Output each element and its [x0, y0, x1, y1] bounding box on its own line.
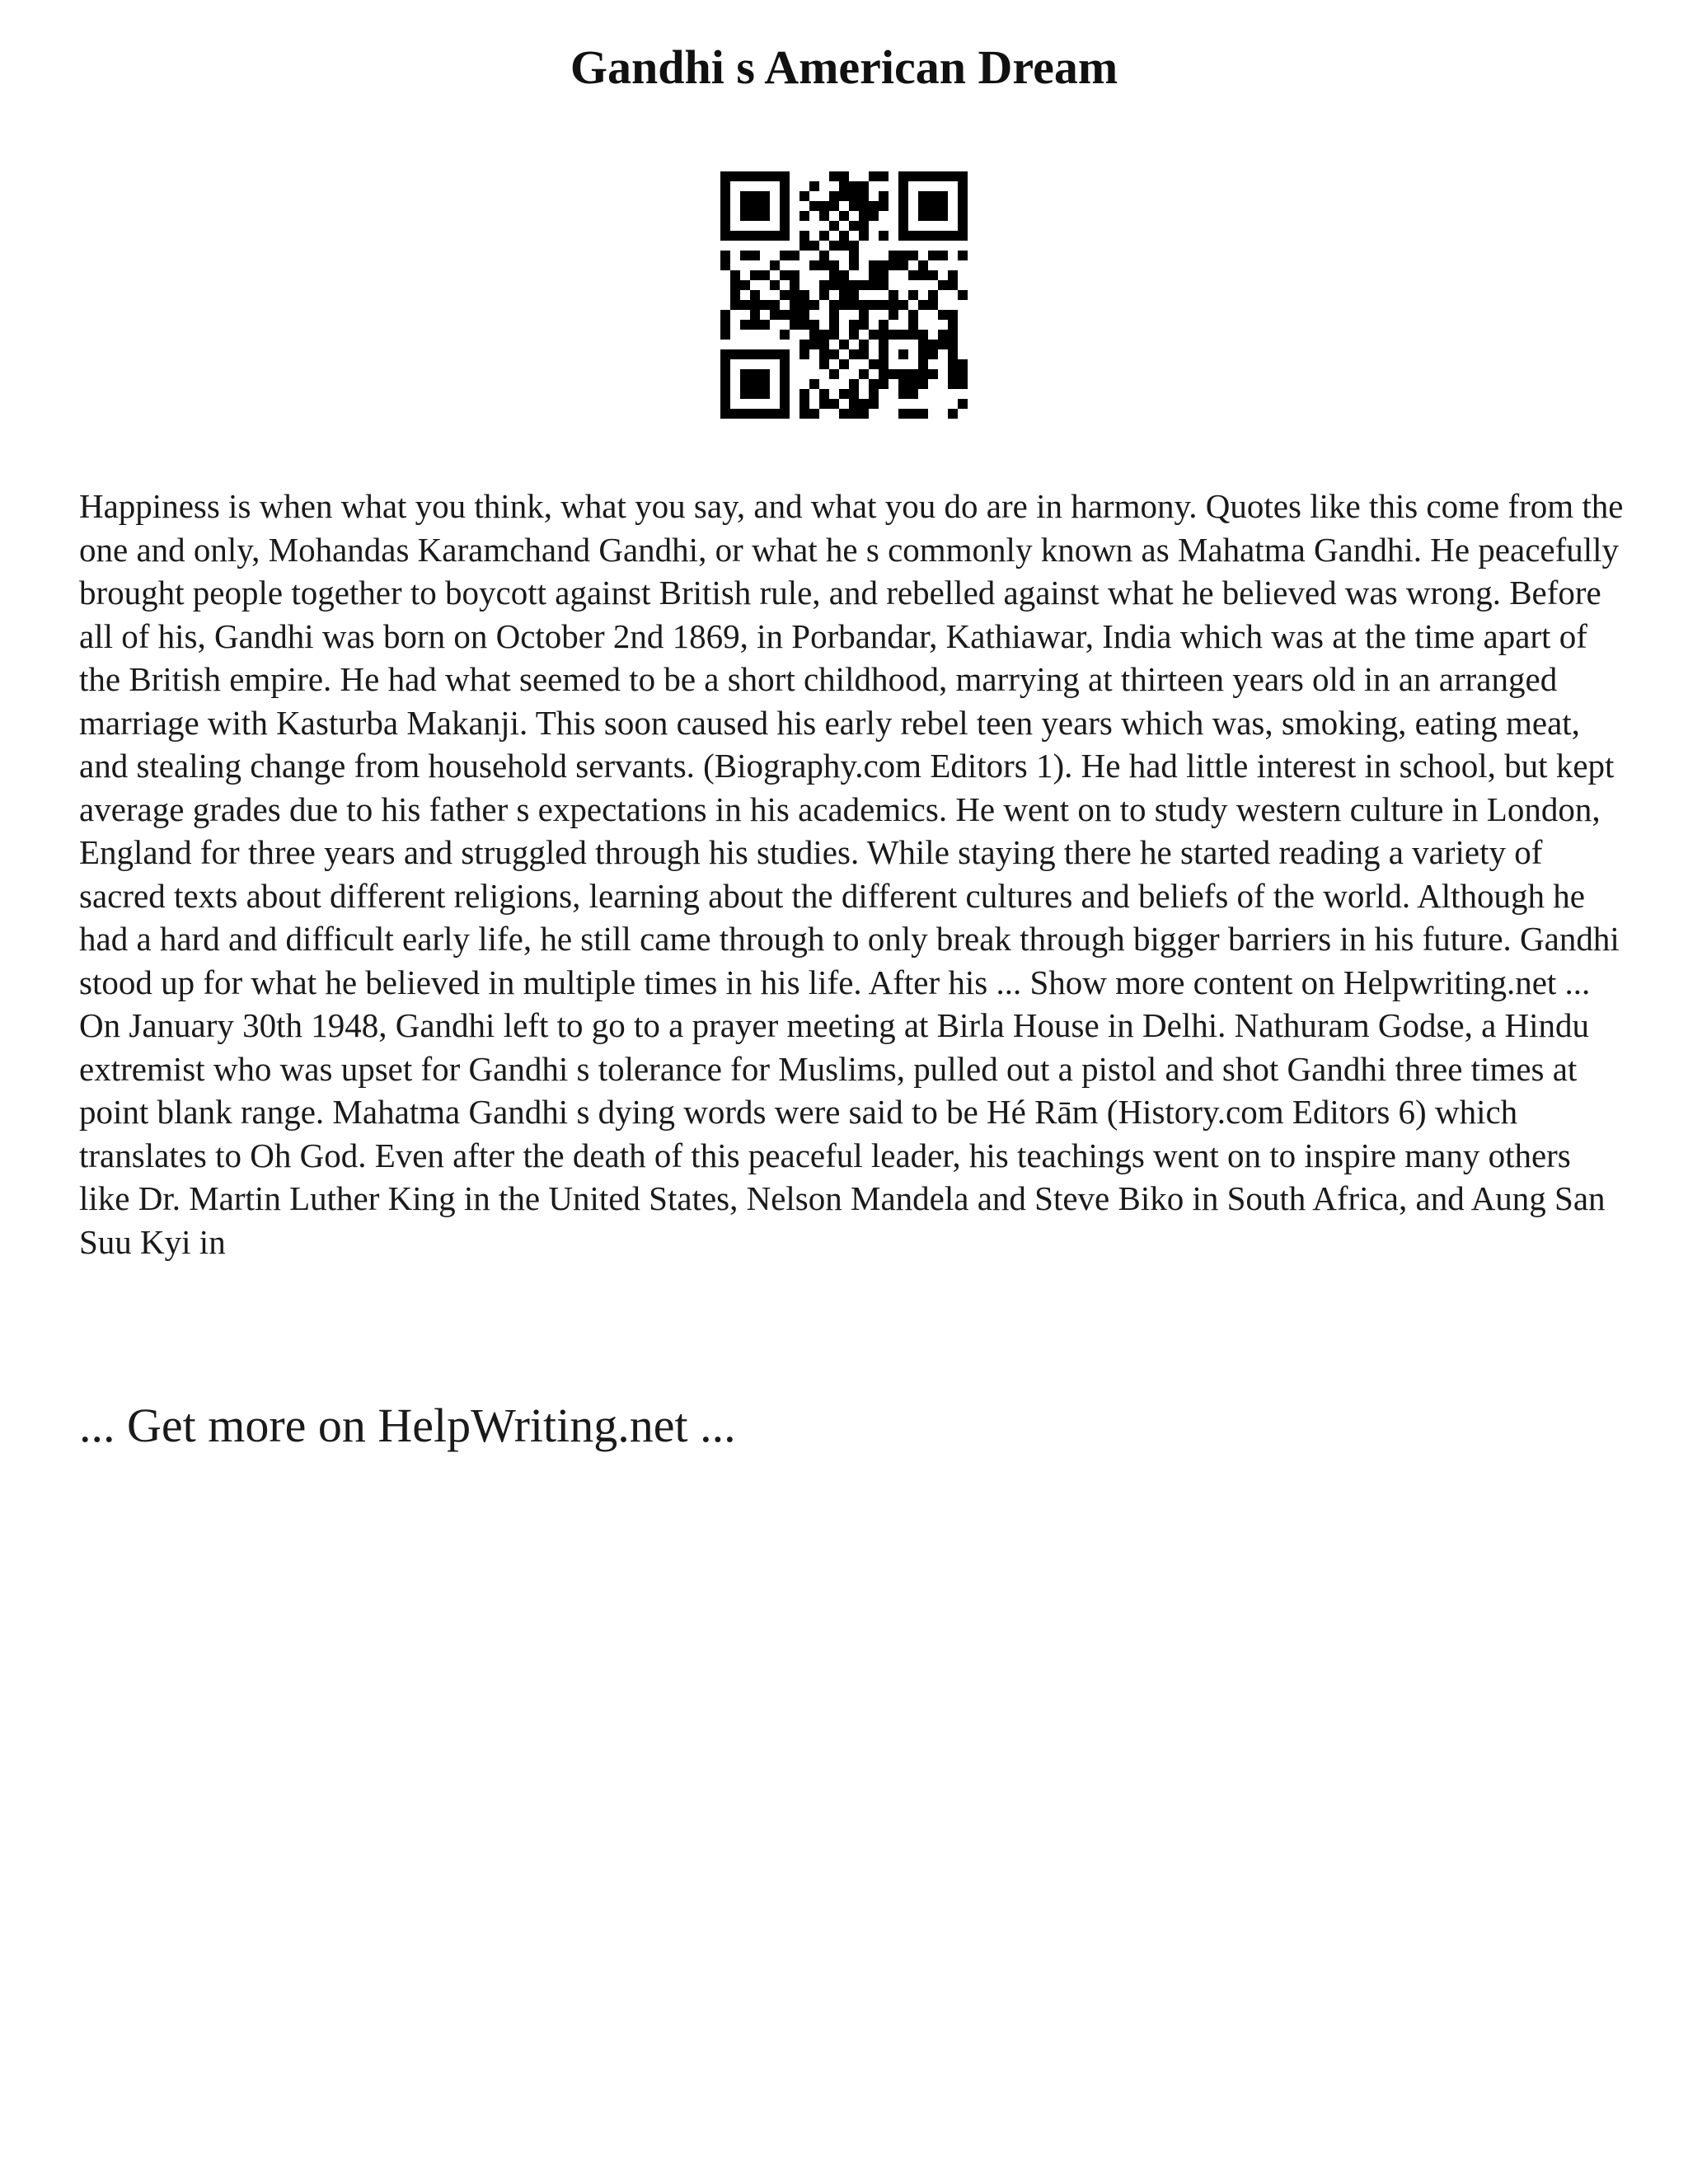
- get-more-link[interactable]: ... Get more on HelpWriting.net ...: [79, 1399, 736, 1452]
- paragraph-1: Happiness is when what you think, what you say, and what you do are in harmony. Quotes like this come from the one and only, Mohandas Karamchand Gandhi, or what he s commonly known as Mahatma Gandhi. He peacefully brought people together to boycott against British rule, and rebelled against what he believed was wrong. Before all of his, Gandhi was born on October 2nd 1869, in Porbandar, Kathiawar, India which was at the time apart of the British empire. He had what seemed to be a short childhood, marrying at thirteen years old in an arranged marriage with Kasturba Makanji. This soon caused his early rebel teen years which was, smoking, eating meat, and stealing change from household servants. (Biography.com Editors 1). He had little interest in school, but kept average grades due to his father s expectations in his academics. He went on to study western culture in London, England for three years and struggled through his studies. While staying there he started reading a variety of sacred texts about different religions, learning about the different cultures and beliefs of the world. Although he had a hard and difficult early life, he still came through to only break through bigger barriers in his future. Gandhi stood up for what he believed in multiple times in his life. After his ... Show more content on Helpwriting.net ...: [79, 487, 1624, 1001]
- paragraph-2: On January 30th 1948, Gandhi left to go to a prayer meeting at Birla House in Delhi. Nathuram Godse, a Hindu extremist who was upset for Gandhi s tolerance for Muslims, pulled out a pistol and shot Gandhi three times at point blank range. Mahatma Gandhi s dying words were said to be Hé Rām (History.com Editors 6) which translates to Oh God. Even after the death of this peaceful leader, his teachings went on to inspire many others like Dr. Martin Luther King in the United States, Nelson Mandela and Steve Biko in South Africa, and Aung San Suu Kyi in: [79, 1006, 1606, 1261]
- page-title: Gandhi s American Dream: [570, 40, 1118, 94]
- qr-code-icon: [720, 171, 968, 419]
- article-body: [79, 485, 1629, 1263]
